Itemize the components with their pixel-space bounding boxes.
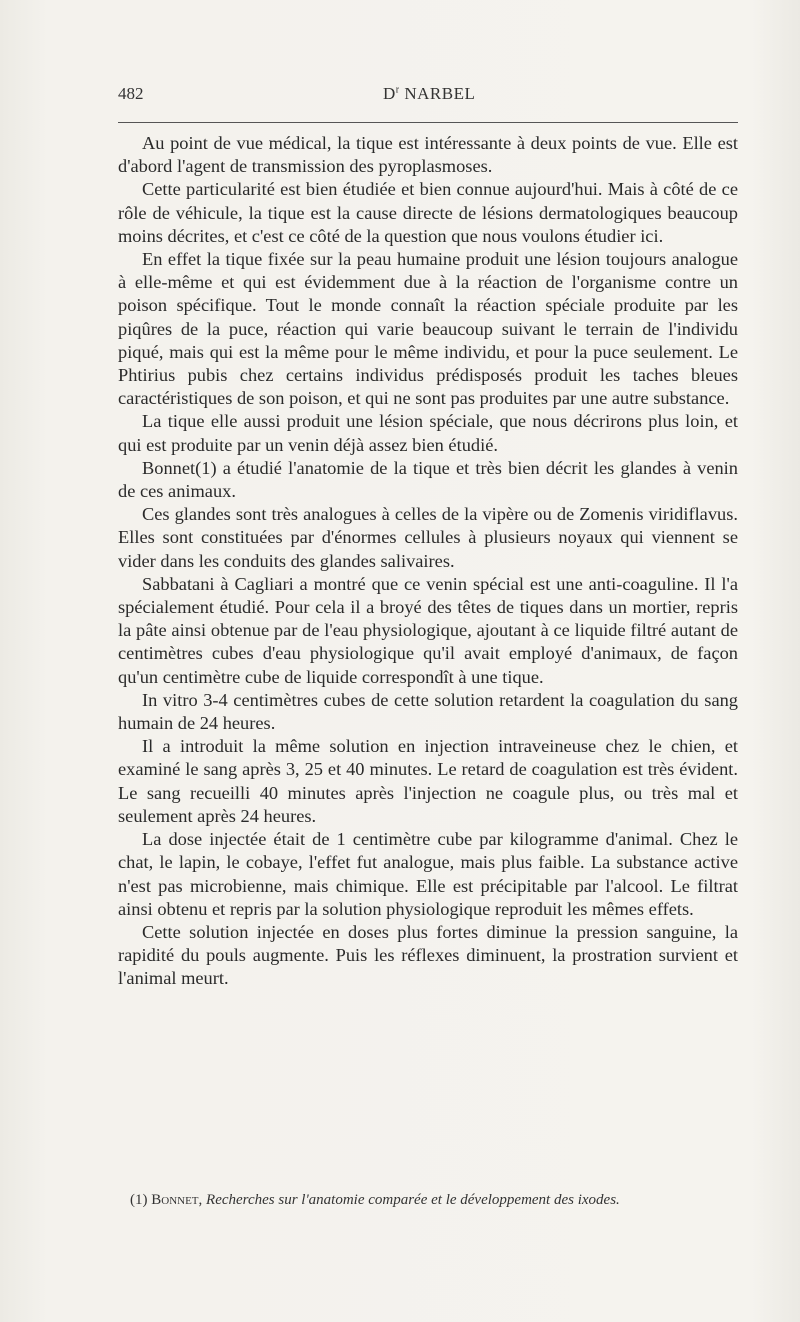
paragraph: Il a introduit la même solution en injection intraveineuse chez le chien, et examiné le sang après 3, 25 et 40 minutes. Le retard de coagulation est très évident. Le sang recueilli 40 minutes après l'injection ne coagule plus, ou très mal et seulement après 24 heures. (118, 736, 738, 826)
paragraph: Sabbatani à Cagliari a montré que ce venin spécial est une anti-coaguline. Il l'a spécialement étudié. Pour cela il a broyé des têtes de tiques dans un mortier, repris la pâte ainsi obtenue par de l'eau physiologique, ajoutant à ce liquide filtré autant de centimètres cubes d'eau physiologique qu'il avait employé d'animaux, de façon qu'un centimètre cube de liquide correspondît à une tique. (118, 573, 738, 687)
running-header (118, 84, 738, 114)
footnote-separator: , (198, 1192, 207, 1208)
paragraph: In vitro 3-4 centimètres cubes de cette solution retardent la coagulation du sang humain de 24 heures. (118, 689, 738, 734)
paragraph: Cette particularité est bien étudiée et bien connue aujourd'hui. Mais à côté de ce rôle de véhicule, la tique est la cause directe de lésions dermatologiques beaucoup moins décrites, et c'est ce côté de la question que nous voulons étudier ici. (118, 179, 738, 246)
footnote (130, 1192, 730, 1209)
header-rule (118, 122, 738, 123)
paragraph: En effet la tique fixée sur la peau humaine produit une lésion toujours analogue à elle-même et qui est évidemment due à la réaction de l'organisme contre un poison spécifique. Tout le monde connaît la réaction spéciale produite par les piqûres de la puce, réaction qui varie beaucoup suivant le terrain de l'individu piqué, mais qui est la même pour le même individu, et pour la puce seulement. Le Phtirius pubis chez certains individus prédisposés produit les taches bleues caractéristiques de son poison, et qui ne sont pas produites par une autre substance. (118, 249, 738, 409)
running-title (383, 84, 475, 104)
author-superscript: r (395, 84, 400, 96)
footnote-title: Recherches sur l'anatomie comparée et le développement des ixodes. (206, 1192, 620, 1208)
paragraph: La dose injectée était de 1 centimètre cube par kilogramme d'animal. Chez le chat, le lapin, le cobaye, l'effet fut analogue, mais plus faible. La substance active n'est pas microbienne, mais chimique. Elle est précipitable par l'alcool. Le filtrat ainsi obtenu et repris par la solution physiologique reproduit les mêmes effets. (118, 829, 738, 919)
page-number: 482 (118, 84, 144, 103)
paragraph: La tique elle aussi produit une lésion spéciale, que nous décrirons plus loin, et qui est produite par un venin déjà assez bien étudié. (118, 411, 738, 455)
paragraph: Au point de vue médical, la tique est intéressante à deux points de vue. Elle est d'abord l'agent de transmission des pyroplasmoses. (118, 133, 738, 177)
paragraph: Ces glandes sont très analogues à celles de la vipère ou de Zomenis viridiflavus. Elles sont constituées par d'énormes cellules à plusieurs noyaux qui viennent se vider dans les conduits des glandes salivaires. (118, 504, 738, 571)
author-name: NARBEL (399, 84, 476, 103)
footnote-marker: (1) (130, 1192, 152, 1208)
author-prefix: D (383, 84, 396, 103)
footnote-author: Bonnet (151, 1192, 199, 1208)
body-text (118, 132, 738, 991)
paragraph: Bonnet(1) a étudié l'anatomie de la tique et très bien décrit les glandes à venin de ces animaux. (118, 457, 738, 502)
paragraph: Cette solution injectée en doses plus fortes diminue la pression sanguine, la rapidité du pouls augmente. Puis les réflexes diminuent, la prostration survient et l'animal meurt. (118, 921, 738, 989)
